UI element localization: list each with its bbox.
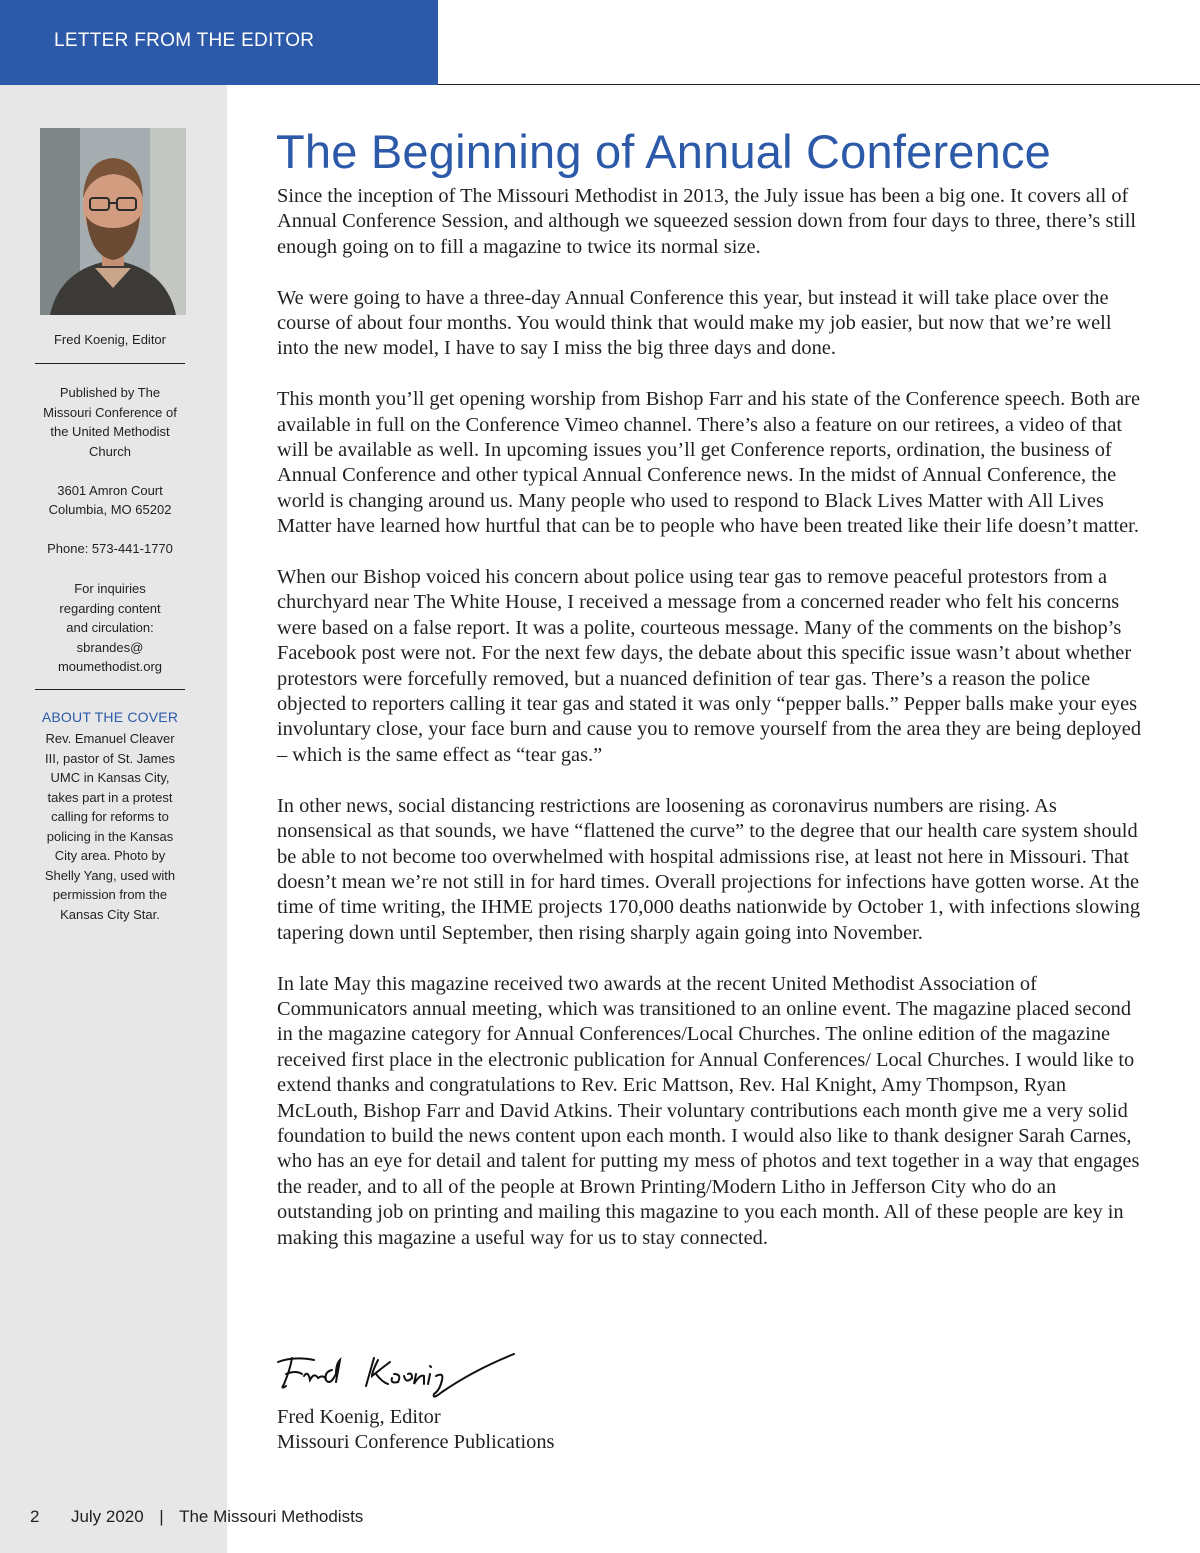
- photo-caption: Fred Koenig, Editor: [53, 332, 166, 347]
- article-paragraph: In other news, social distancing restrictions are loosening as coronavirus numbers are rising. As nonsensical as that sounds, we have “flattened the curve” to the degree that our health care system should be able to not become too overwhelmed with hospital admissions rise, at least not here in Missouri. That doesn’t mean we’re not still in for hard times. Overall projections for infections have gotten worse. At the time of time writing, the IHME projects 170,000 deaths nationwide by October 1, with infections slowing tapering down until September, then rising sharply again going into November.: [277, 794, 1141, 944]
- signature-organization: Missouri Conference Publications: [277, 1431, 555, 1453]
- address-line-2: Columbia, MO 65202: [48, 502, 172, 517]
- sidebar-divider: [35, 689, 185, 690]
- page-number: 2: [30, 1507, 40, 1526]
- address-line-1: 3601 Amron Court: [57, 483, 163, 498]
- section-label: LETTER FROM THE EDITOR: [54, 29, 315, 51]
- publisher-info: Published by The Missouri Conference of the United Methodist Church: [43, 385, 177, 459]
- signature-name: Fred Koenig, Editor: [277, 1406, 441, 1428]
- article-paragraph: In late May this magazine received two awards at the recent United Methodist Association of Communicators annual meeting, which was transitioned to an online event. The magazine placed second in the magazine category for Annual Conferences/Local Churches. The online edition of the magazine received first place in the electronic publication for Annual Conferences/ Local Churches. I would like to extend thanks and congratulations to Rev. Eric Mattson, Rev. Hal Knight, Amy Thompson, Ryan McLouth, Bishop Farr and David Atkins. Their voluntary contributions each month give me a very solid foundation to build the news content upon each month. I would also like to thank designer Sarah Carnes, who has an eye for detail and talent for putting my mess of photos and text together in a way that engages the reader, and to all of the people at Brown Printing/Modern Litho in Jefferson City who do an outstanding job on printing and mailing this magazine to you each month. All of these people are key in making this magazine a useful way for us to stay connected.: [277, 972, 1140, 1249]
- editor-signature: [274, 1350, 520, 1402]
- issue-date: July 2020: [70, 1507, 144, 1526]
- article-paragraph: This month you’ll get opening worship from Bishop Farr and his state of the Conference speech. Both are available in full on the Conference Vimeo channel. There’s also a feature on our retirees, a video of that will be available as well. In upcoming issues you’ll get Conference reports, ordination, the business of Annual Conference and other typical Annual Conference news. In the midst of Annual Conference, the world is changing around us. Many people who used to respond to Black Lives Matter with All Lives Matter have learned how hurtful that can be to people who have been treated like their life doesn’t matter.: [277, 388, 1141, 538]
- header-divider: [438, 84, 1200, 85]
- inquiries-info: For inquiries regarding content and circulation: sbrandes@ moumethodist.org: [57, 581, 163, 674]
- section-header: [0, 0, 438, 85]
- footer-separator: |: [159, 1507, 164, 1526]
- article-paragraph: When our Bishop voiced his concern about police using tear gas to remove peaceful protestors from a churchyard near The White House, I received a message from a concerned reader who felt his concerns were based on a false report. It was a polite, courteous message. Many of the comments on the bishop’s Facebook post were not. For the next few days, the debate about this specific issue wasn’t about whether protestors were forcefully removed, but a nuanced definition of tear gas. There’s a reason the police objected to reporters calling it tear gas and stated it was only “pepper balls.” Pepper balls make your eyes involuntary close, your face burn and cause you to remove yourself from the area they are being deployed – which is the same effect as “tear gas.”: [277, 566, 1142, 766]
- article-title: The Beginning of Annual Conference: [276, 125, 1052, 178]
- editor-photo: [40, 128, 186, 315]
- publication-name: The Missouri Methodists: [179, 1507, 364, 1526]
- article-body: [277, 184, 1145, 1276]
- about-cover-text: Rev. Emanuel Cleaver III, pastor of St. James UMC in Kansas City, takes part in a protest calling for reforms to policing in the Kansas City area. Photo by Shelly Yang, used with permission from the Kansas City Star.: [44, 731, 176, 922]
- phone-number: Phone: 573-441-1770: [47, 541, 173, 556]
- about-cover-heading: ABOUT THE COVER: [41, 709, 179, 725]
- editor-portrait-illustration: [40, 128, 186, 315]
- page-footer: [30, 1507, 363, 1527]
- article-paragraph: We were going to have a three-day Annual Conference this year, but instead it will take place over the course of about four months. You would think that would make my job easier, but now that we’re well into the new model, I have to say I miss the big three days and done.: [277, 286, 1112, 360]
- sidebar-divider: [35, 363, 185, 364]
- article-paragraph: Since the inception of The Missouri Methodist in 2013, the July issue has been a big one. It covers all of Annual Conference Session, and although we squeezed session down from four days to three, there’s still enough going on to fill a magazine to twice its normal size.: [277, 185, 1137, 258]
